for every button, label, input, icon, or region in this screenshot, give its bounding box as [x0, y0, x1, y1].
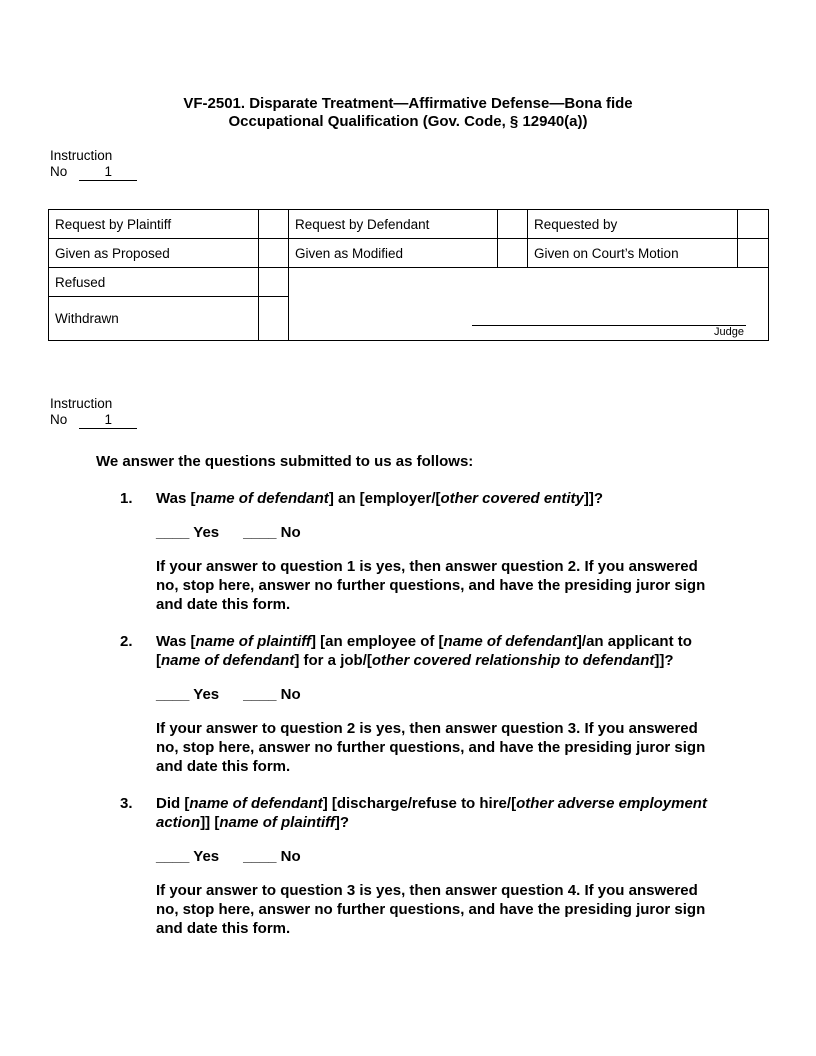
- title-line-2: Occupational Qualification (Gov. Code, § 12940(a)): [228, 113, 588, 130]
- signature-area: [472, 314, 746, 340]
- signature-cell: [289, 268, 769, 341]
- table-label-cell: Refused: [49, 268, 259, 297]
- question-text: Was [name of defendant] an [employer/[other covered entity]]?: [156, 490, 604, 507]
- instruction-no-label: No: [50, 164, 68, 179]
- instruction-block-2: [50, 397, 816, 429]
- question-content: [156, 794, 716, 938]
- question-number: 3.: [120, 795, 133, 812]
- instruction-block-1: [50, 149, 816, 181]
- request-table: [48, 209, 769, 341]
- question-text: Was [name of plaintiff] [an employee of [name of defendant]/an applicant to [name of defendant] for a job/[other covered relationship to defendant]]?: [156, 633, 692, 669]
- table-mark-cell: [259, 210, 289, 239]
- instruction-label: Instruction: [50, 148, 113, 163]
- table-mark-cell: [498, 210, 528, 239]
- title-line-1: VF-2501. Disparate Treatment—Affirmative Defense—Bona fide: [183, 95, 633, 112]
- instruction-no-label: No: [50, 412, 68, 427]
- judge-signature-line: [472, 314, 746, 326]
- table-row-given: [49, 239, 769, 268]
- answer-line: [156, 685, 716, 704]
- question-followup: If your answer to question 3 is yes, then answer question 4. If you answered no, stop here, answer no further questions, and have the presiding juror sign and date this form.: [156, 882, 706, 937]
- table-mark-cell: [738, 210, 769, 239]
- yes-blank: ____ Yes: [156, 686, 220, 703]
- table-label-cell: Given as Proposed: [49, 239, 259, 268]
- answer-line: [156, 847, 716, 866]
- question-number: 1.: [120, 490, 133, 507]
- no-blank: ____ No: [243, 686, 301, 703]
- question-content: [156, 632, 716, 776]
- table-mark-cell: [738, 239, 769, 268]
- table-label-cell: Given as Modified: [289, 239, 498, 268]
- table-row-refused: [49, 268, 769, 297]
- table-label-cell: Request by Plaintiff: [49, 210, 259, 239]
- no-blank: ____ No: [243, 524, 301, 541]
- question-1: [120, 489, 816, 614]
- yes-blank: ____ Yes: [156, 848, 220, 865]
- instruction-number-blank: 1: [79, 413, 137, 429]
- question-content: [156, 489, 716, 614]
- document-title: [0, 0, 816, 131]
- table-label-cell: Given on Court’s Motion: [528, 239, 738, 268]
- instruction-number-row: [50, 413, 816, 429]
- verdict-intro: We answer the questions submitted to us as follows:: [96, 453, 474, 470]
- table-mark-cell: [498, 239, 528, 268]
- table-label-cell: Request by Defendant: [289, 210, 498, 239]
- question-text: Did [name of defendant] [discharge/refuse to hire/[other adverse employment action]] [name of plaintiff]?: [156, 795, 707, 831]
- instruction-label: Instruction: [50, 396, 113, 411]
- table-label-cell: Requested by: [528, 210, 738, 239]
- no-blank: ____ No: [243, 848, 301, 865]
- instruction-number-blank: 1: [79, 165, 137, 181]
- answer-line: [156, 523, 716, 542]
- question-3: [120, 794, 816, 938]
- yes-blank: ____ Yes: [156, 524, 220, 541]
- verdict-body: [0, 452, 816, 938]
- judge-label: Judge: [714, 326, 744, 338]
- table-mark-cell: [259, 239, 289, 268]
- table-mark-cell: [259, 268, 289, 297]
- table-row-requested: [49, 210, 769, 239]
- instruction-number-row: [50, 165, 816, 181]
- question-followup: If your answer to question 1 is yes, then answer question 2. If you answered no, stop here, answer no further questions, and have the presiding juror sign and date this form.: [156, 558, 706, 613]
- question-followup: If your answer to question 2 is yes, then answer question 3. If you answered no, stop here, answer no further questions, and have the presiding juror sign and date this form.: [156, 720, 706, 775]
- table-mark-cell: [259, 297, 289, 341]
- question-number: 2.: [120, 633, 133, 650]
- question-2: [120, 632, 816, 776]
- table-label-cell: Withdrawn: [49, 297, 259, 341]
